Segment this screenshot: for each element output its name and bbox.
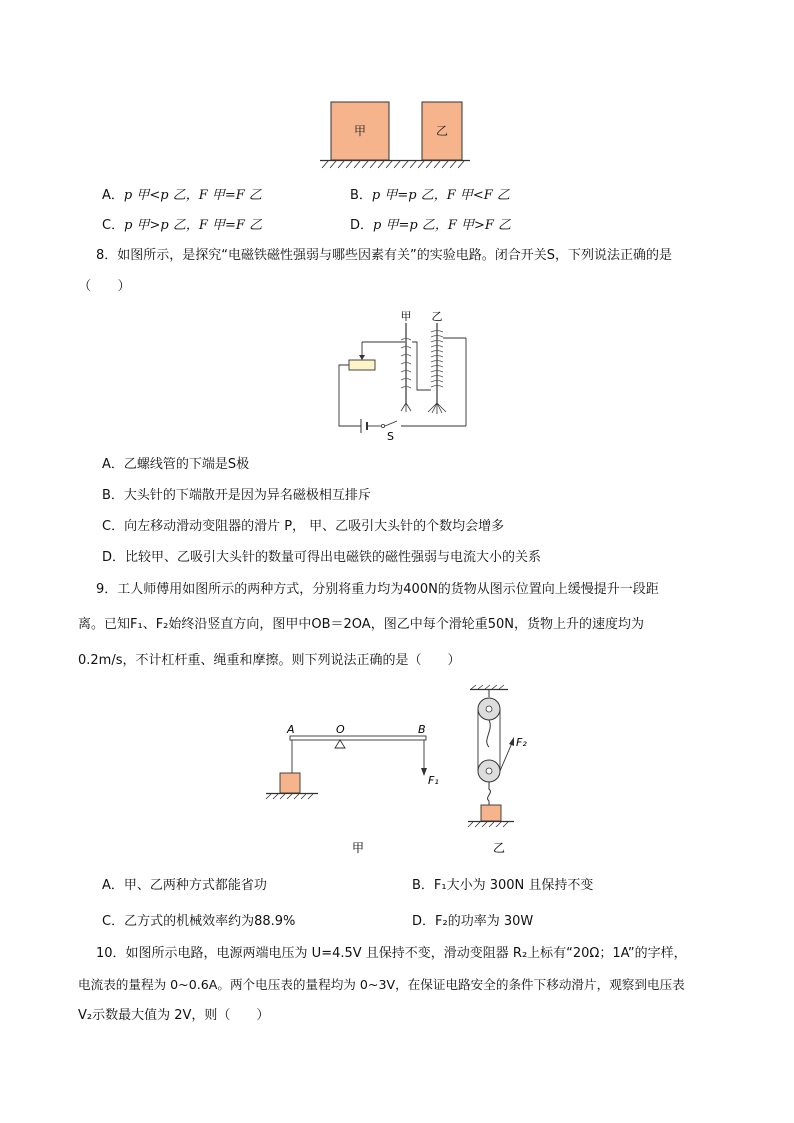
q7-option-a: A．p 甲<p 乙，F 甲=F 乙 [102,188,262,203]
label-switch: S [387,430,394,443]
q10-stem-line2: 电流表的量程为 0~0.6A。两个电压表的量程均为 0~3V，在保证电路安全的条件下移动滑片，观察到电压表 [78,977,685,992]
label-yi: 乙 [431,310,443,323]
q9-stem-line2: 离。已知F₁、F₂始终沿竖直方向，图甲中OB＝2OA，图乙中每个滑轮重50N，货物上升的速度均为 [78,617,644,632]
q8-stem-line1: 8．如图所示，是探究“电磁铁磁性强弱与哪些因素有关”的实验电路。闭合开关S，下列说法正确的是 [96,248,672,263]
q8-option-b: B．大头针的下端散开是因为异名磁极相互排斥 [102,488,371,503]
q9-option-d: D．F₂的功率为 30W [412,914,534,929]
q9-stem-line1: 9．工人师傅用如图所示的两种方式，分别将重力均为400N的货物从图示位置向上缓慢提升一段距 [96,582,659,597]
q10-stem-line1: 10．如图所示电路，电源两端电压为 U=4.5V 且保持不变，滑动变阻器 R₂上标有“20Ω；1A”的字样， [96,946,687,961]
label-b: B [418,723,426,736]
q9-option-a: A．甲、乙两种方式都能省功 [102,878,267,893]
q9-option-c: C．乙方式的机械效率约为88.9% [102,914,296,929]
q8-option-a: A．乙螺线管的下端是S极 [102,457,250,472]
q8-stem-line2: （ ） [78,279,131,294]
rheostat [349,360,375,370]
q7-option-d: D．p 甲=p 乙，F 甲>F 乙 [350,218,512,233]
block-yi-label: 乙 [435,124,449,138]
q8-option-d: D．比较甲、乙吸引大头针的数量可得出电磁铁的磁性强弱与电流大小的关系 [102,550,542,565]
q9-lever-figure [262,718,442,858]
q9-option-b: B．F₁大小为 300N 且保持不变 [412,878,594,893]
label-f1: F₁ [428,774,439,787]
caption-jia: 甲 [351,841,365,855]
q7-option-b: B．p 甲=p 乙，F 甲<F 乙 [350,188,510,203]
q10-stem-line3: V₂示数最大值为 2V，则（ ） [78,1008,270,1023]
caption-yi: 乙 [492,841,506,855]
label-f2: F₂ [516,736,527,749]
q8-circuit-figure [335,308,475,443]
q7-figure [320,98,470,173]
q8-option-c: C．向左移动滑动变阻器的滑片 P， 甲、乙吸引大头针的个数均会增多 [102,519,505,534]
q9-stem-line3: 0.2m/s，不计杠杆重、绳重和摩擦。则下列说法正确的是（ ） [78,653,461,668]
label-a: A [287,723,295,736]
q9-pulley-figure [462,685,542,860]
q7-option-c: C．p 甲>p 乙，F 甲=F 乙 [102,218,263,233]
block-jia-label: 甲 [353,124,367,138]
label-o: O [336,723,345,736]
label-jia: 甲 [400,310,412,323]
lever-load [280,773,300,793]
pulley-load [481,805,501,821]
